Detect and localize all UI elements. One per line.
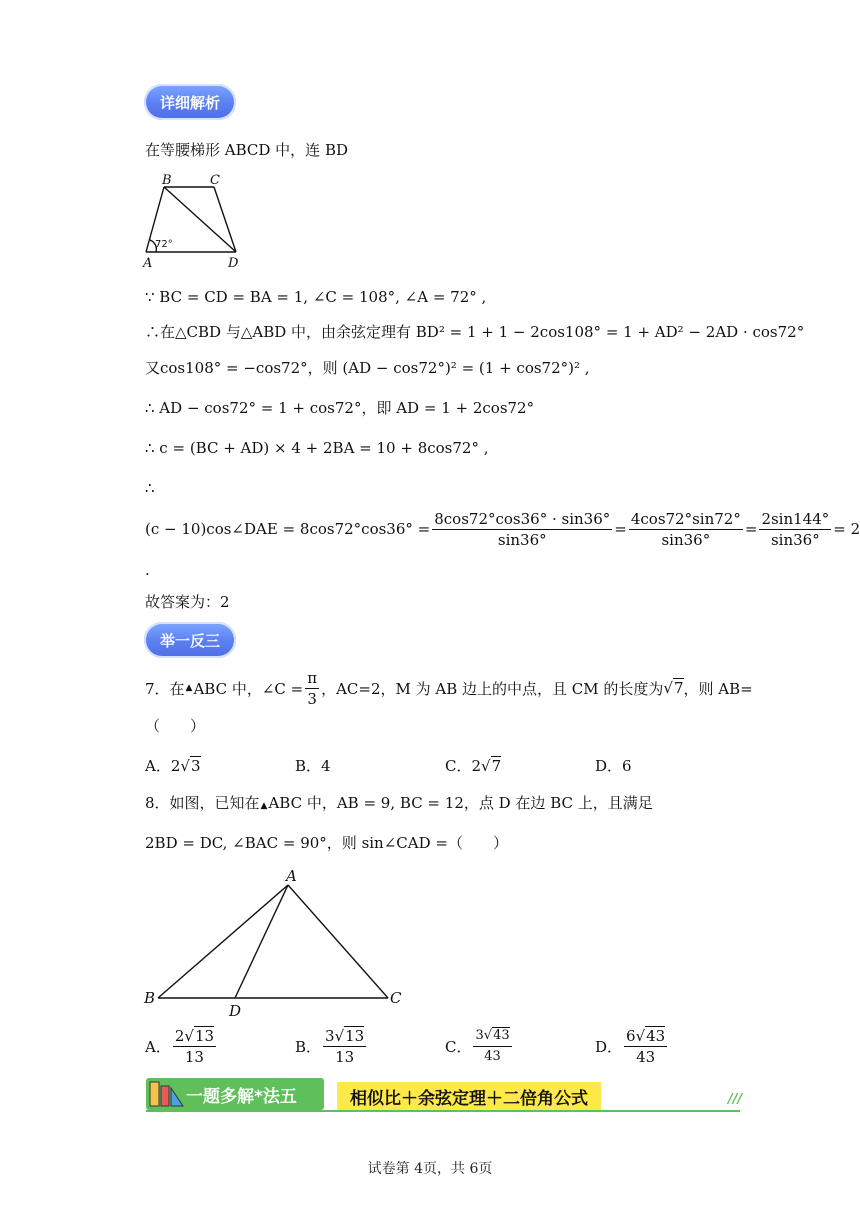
fraction-1-num: 8cos72°cos36° · sin36° bbox=[434, 509, 611, 528]
fraction-3-den: sin36° bbox=[770, 530, 820, 549]
line7-lhs: (c − 10)cos∠DAE = 8cos72°cos36° = bbox=[145, 520, 431, 538]
analysis-line-7: (c − 10)cos∠DAE = 8cos72°cos36° = $\frac{8\cos 72^\circ\cos 36^\circ \cdot \sin 36^\circ}{\sin 36^\circ}$ = $\frac{4\cos 72^\circ\sin 72^\circ}{\sin 36^\circ}$ = $\frac{2\sin 144^\circ}{\sin 36^\circ}$ = 2 bbox=[145, 509, 860, 549]
q7-option-b[interactable]: B．4 bbox=[295, 757, 331, 775]
edge-ab bbox=[158, 885, 288, 998]
trapezoid-figure bbox=[138, 172, 248, 270]
q8-option-d[interactable]: D． $\frac{6√43}{43}$ bbox=[595, 1027, 666, 1066]
banner-marks: /// bbox=[728, 1092, 743, 1107]
analysis-line-3: 又cos108° = −cos72°，则 (AD − cos72°)² = (1 + cos72°)² , bbox=[145, 359, 590, 377]
analysis-line-2: ∴在△CBD 与△ABD 中，由余弦定理有 BD² = 1 + 1 − 2cos108° = 1 + AD² − 2AD · cos72° bbox=[145, 323, 805, 341]
segment-ad bbox=[235, 885, 288, 998]
angle-label: 72° bbox=[155, 239, 173, 250]
q7-stem-b: ABC 中，∠C = bbox=[193, 679, 304, 698]
q7-stem bbox=[145, 668, 753, 708]
q7-stem-c: ，AC=2，M 为 AB 边上的中点，且 CM 的长度为 bbox=[321, 679, 664, 698]
label-b: B bbox=[162, 173, 172, 188]
banner-underline bbox=[146, 1110, 740, 1112]
q8-option-a[interactable]: A． $\frac{2√13}{13}$ bbox=[145, 1027, 215, 1066]
q7-pi-num: π bbox=[307, 668, 318, 687]
q8-stem-b: ABC 中，AB = 9, BC = 12，点 D 在边 BC 上，且满足 bbox=[268, 794, 653, 812]
page-footer: 试卷第 4页，共 6页 bbox=[367, 1161, 493, 1177]
q7-stem-a: 7．在 bbox=[145, 679, 185, 698]
fraction-2-num: 4cos72°sin72° bbox=[630, 509, 741, 528]
triangle-figure bbox=[140, 865, 415, 1020]
label-c: C bbox=[390, 989, 402, 1007]
fraction-3 bbox=[759, 509, 831, 550]
q7-paren: （ ） bbox=[145, 717, 206, 735]
fraction-2-den: sin36° bbox=[661, 530, 711, 549]
practice-badge bbox=[144, 622, 236, 658]
label-d: D bbox=[229, 1002, 242, 1020]
analysis-line-5: ∴ c = (BC + AD) × 4 + 2BA = 10 + 8cos72° , bbox=[145, 439, 489, 457]
fraction-1 bbox=[432, 509, 612, 550]
analysis-line-4: ∴ AD − cos72° = 1 + cos72°，即 AD = 1 + 2cos72° bbox=[145, 399, 535, 417]
method-formula-banner: 相似比＋余弦定理＋二倍角公式 bbox=[337, 1082, 601, 1110]
q8-stem-2: 2BD = DC, ∠BAC = 90°，则 sin∠CAD =（ ） bbox=[145, 834, 508, 852]
triangle-icon: ▲ bbox=[185, 683, 193, 693]
fraction-2 bbox=[629, 509, 743, 550]
q8-stem bbox=[145, 793, 653, 816]
analysis-line-6: ∴ bbox=[145, 479, 155, 497]
q7-sqrt-val: 7 bbox=[673, 679, 684, 697]
label-c: C bbox=[210, 173, 220, 188]
edge-ac bbox=[288, 885, 388, 998]
q7-pi-fraction bbox=[305, 668, 319, 709]
method-banner bbox=[146, 1078, 324, 1110]
analysis-badge-label: 详细解析 bbox=[159, 93, 220, 112]
q7-pi-den: 3 bbox=[307, 689, 317, 708]
q8-option-b[interactable]: B． $\frac{3√13}{13}$ bbox=[295, 1027, 365, 1066]
practice-badge-label: 举一反三 bbox=[159, 631, 220, 650]
triangle-icon: ▲ bbox=[260, 801, 268, 811]
analysis-badge bbox=[144, 84, 236, 120]
q7-option-a[interactable]: A．2√3 bbox=[145, 757, 201, 775]
analysis-intro: 在等腰梯形 ABCD 中，连 BD bbox=[145, 141, 348, 159]
label-b: B bbox=[144, 989, 156, 1007]
line7-tail: = 2 bbox=[833, 520, 860, 538]
label-d: D bbox=[228, 256, 239, 270]
stationery-icon bbox=[146, 1078, 186, 1110]
method-banner-label: 一题多解*法五 bbox=[186, 1086, 297, 1107]
analysis-line-1: ∵ BC = CD = BA = 1, ∠C = 108°, ∠A = 72° , bbox=[145, 288, 487, 306]
q7-stem-d: ，则 AB= bbox=[683, 679, 753, 698]
fraction-1-den: sin36° bbox=[497, 530, 547, 549]
analysis-answer: 故答案为：2 bbox=[145, 593, 230, 611]
q8-stem-a: 8．如图，已知在 bbox=[145, 794, 260, 812]
q8-option-c[interactable]: C． $\frac{3√43}{43}$ bbox=[445, 1028, 510, 1064]
q7-option-c[interactable]: C．2√7 bbox=[445, 757, 502, 775]
fraction-3-num: 2sin144° bbox=[761, 509, 830, 528]
q7-sqrt: √7 bbox=[663, 679, 684, 697]
label-a: A bbox=[286, 867, 297, 885]
analysis-dot: . bbox=[145, 561, 150, 579]
label-a: A bbox=[143, 256, 153, 270]
q7-option-d[interactable]: D．6 bbox=[595, 757, 632, 775]
